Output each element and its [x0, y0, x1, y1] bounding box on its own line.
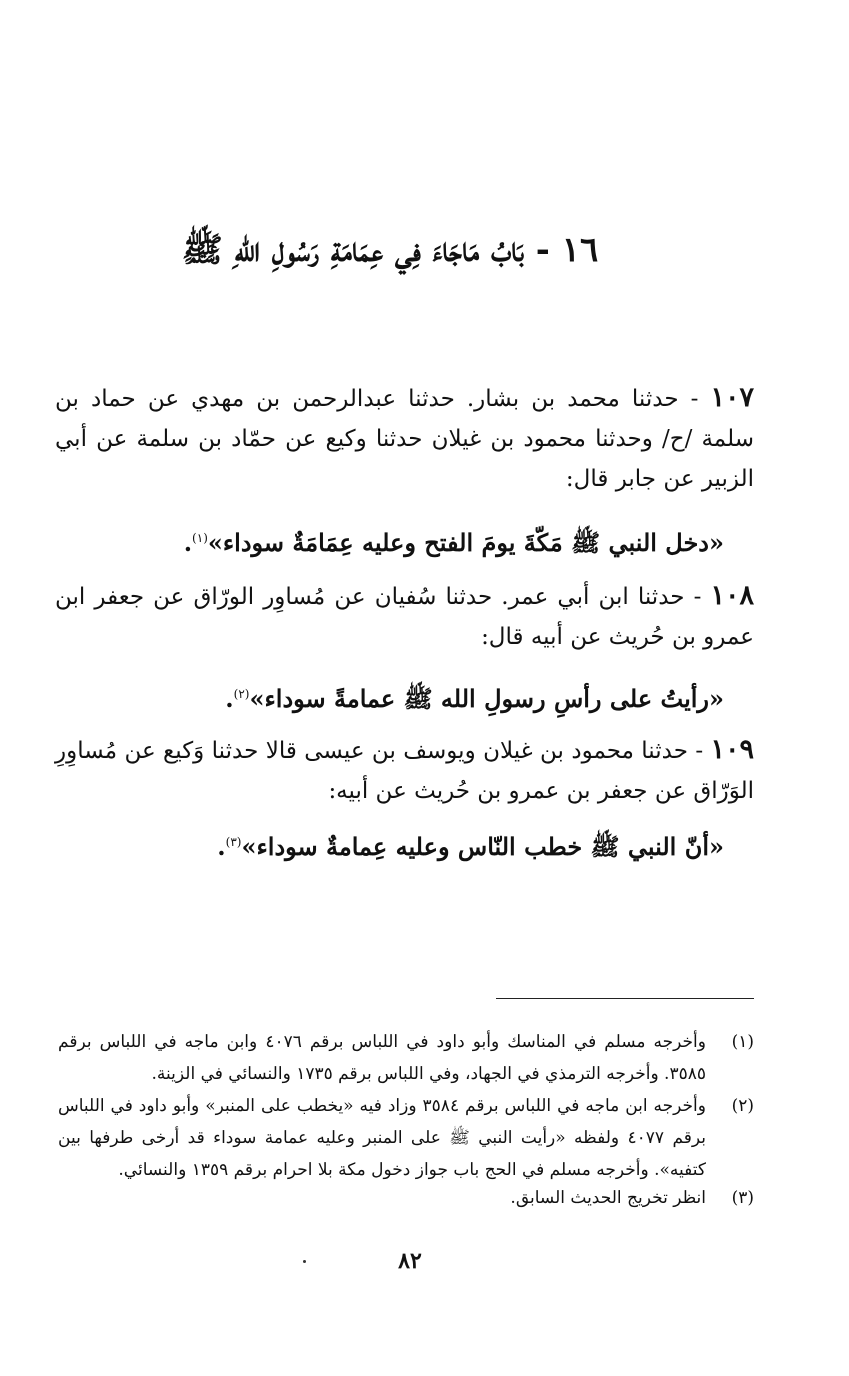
hadith-isnad-text: - حدثنا محمود بن غيلان ويوسف بن عيسى قالا حدثنا وَكيع عن مُساوِرِ الوَرّاق عن جعفر بن عمرو بن حُريث عن أبيه: [55, 738, 754, 804]
hadith-number: ١٠٧ [710, 382, 754, 413]
hadith-matn-text: «دخل النبي ﷺ مَكّةَ يومَ الفتح وعليه عِمَامَةٌ سوداء» [207, 528, 724, 557]
footnote-ref: (٣) [225, 835, 242, 849]
footnote-ref: (٢) [233, 687, 250, 701]
page-number: ٨٢ [398, 1248, 422, 1274]
hadith-108-isnad [55, 576, 754, 657]
footnote-text: وأخرجه ابن ماجه في اللباس برقم ٣٥٨٤ وزاد فيه «يخطب على المنبر» وأبو داود في اللباس برقم ٤٠٧٧ ولفظه «رأيت النبي ﷺ على المنبر وعليه عمامة سوداء قد أرخى طرفها بين كتفيه». وأخرجه مسلم في الحج باب جواز دخول مكة بلا احرام برقم ١٣٥٩ والنسائي. [58, 1096, 706, 1180]
hadith-matn-text: «أنّ النبي ﷺ خطب النّاس وعليه عِمامةٌ سوداء» [241, 832, 724, 861]
footnote-text: انظر تخريج الحديث السابق. [510, 1188, 706, 1208]
hadith-number: ١٠٩ [710, 734, 755, 765]
footnote-number: (١) [731, 1032, 754, 1052]
hadith-109-isnad [55, 730, 754, 811]
footnote-number: (٣) [731, 1188, 754, 1208]
chapter-title: ١٦ - بَابُ مَاجَاءَ فِي عِمَامَةِ رَسُولِ اللهِ ﷺ [181, 230, 599, 270]
hadith-number: ١٠٨ [710, 580, 754, 611]
hadith-108-matn: «رأيتُ على رأسِ رسولِ الله ﷺ عمامةً سوداء»$^{(٢)}$. [225, 684, 724, 713]
footnote-text: وأخرجه مسلم في المناسك وأبو داود في اللباس برقم ٤٠٧٦ وابن ماجه في اللباس برقم ٣٥٨٥. وأخرجه الترمذي في الجهاد، وفي اللباس برقم ١٧٣٥ والنسائي في الزينة. [58, 1032, 706, 1084]
footnote-separator [496, 998, 754, 999]
hadith-109-matn: «أنّ النبي ﷺ خطب النّاس وعليه عِمامةٌ سوداء»$^{(٣)}$. [217, 832, 724, 861]
footnote-3 [58, 1182, 754, 1214]
hadith-107-isnad [55, 378, 754, 499]
hadith-matn-text: «رأيتُ على رأسِ رسولِ الله ﷺ عمامةً سوداء» [249, 684, 724, 713]
hadith-isnad-text: - حدثنا ابن أبي عمر. حدثنا سُفيان عن مُساوِر الورّاق عن جعفر ابن عمرو بن حُريث عن أبيه قال: [55, 584, 754, 650]
footnote-ref: (١) [192, 531, 208, 545]
print-speck [303, 1260, 306, 1263]
footnote-number: (٢) [731, 1096, 754, 1116]
hadith-107-matn: «دخل النبي ﷺ مَكّةَ يومَ الفتح وعليه عِمَامَةٌ سوداء»$^{(١)}$. [183, 528, 724, 557]
footnote-2 [58, 1090, 754, 1186]
hadith-isnad-text: - حدثنا محمد بن بشار. حدثنا عبدالرحمن بن مهدي عن حماد بن سلمة /ح/ وحدثنا محمود بن غيلان حدثنا وكيع عن حمّاد بن سلمة عن أبي الزبير عن جابر قال: [55, 386, 754, 492]
footnote-1 [58, 1026, 754, 1090]
